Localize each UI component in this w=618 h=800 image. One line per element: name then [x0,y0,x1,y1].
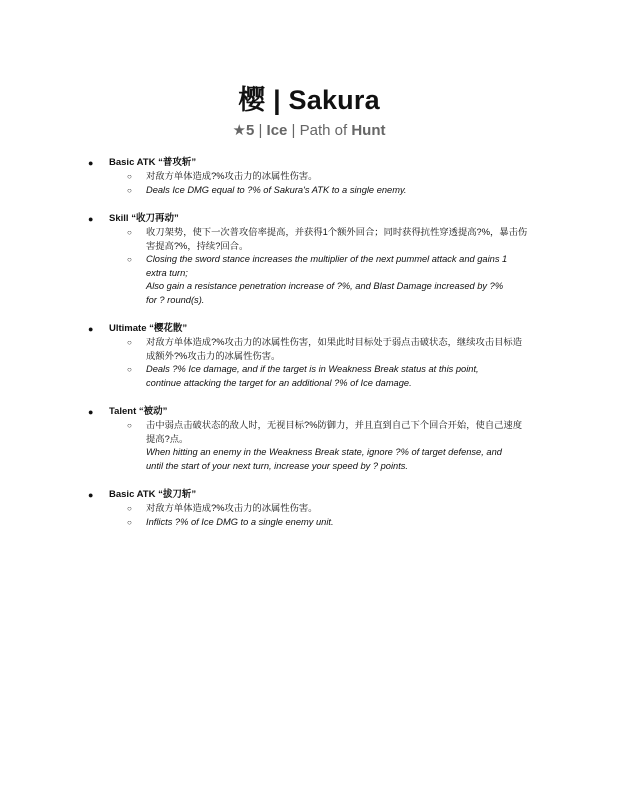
description-line: for ? round(s). [146,294,205,305]
description-line: 害提高?%，持续?回合。 [146,240,249,251]
bullet-circle: ○ [127,421,132,430]
bullet-dot: ● [88,490,94,500]
bullet-circle: ○ [127,365,132,374]
rarity-stars: ★5 [232,122,255,139]
subtitle-separator: | [287,122,300,139]
ability-type: Skill [109,213,129,224]
description-line: Inflicts ?% of Ice DMG to a single enemy unit. [146,516,334,527]
description-chinese [0,419,618,446]
description-line: extra turn; [146,267,188,278]
description-english [0,516,618,530]
path-prefix: Path of [299,122,352,139]
description-line: continue attacking the target for an additional ?% of Ice damage. [146,377,412,388]
bullet-dot: ● [88,214,94,224]
ability-heading [0,322,618,336]
ability-heading [0,156,618,170]
description-line: until the start of your next turn, increase your speed by ? points. [146,460,409,471]
page-title: 樱 | Sakura [238,85,380,115]
bullet-dot: ● [88,324,94,334]
ability-heading [0,212,618,226]
path-name: Hunt [351,122,386,139]
ability-type: Talent [109,406,137,417]
bullet-dot: ● [88,158,94,168]
description-line: 击中弱点击破状态的敌人时，无视目标?%防御力，并且直到自己下个回合开始，使自己速度 [146,420,523,430]
description-line: Deals Ice DMG equal to ?% of Sakura's ATK to a single enemy. [146,184,407,195]
description-line: 对敌方单体造成?%攻击力的冰属性伤害。 [146,171,318,181]
ability-section [0,405,618,473]
ability-name: “收刀再动” [131,213,179,224]
bullet-circle: ○ [127,185,132,195]
subtitle-separator: | [254,122,267,139]
description-chinese [0,336,618,363]
ability-description-list [0,170,618,197]
description-chinese [0,502,618,516]
element-label: Ice [266,122,288,139]
ability-description-list [0,336,618,390]
description-line: Deals ?% Ice damage, and if the target is in Weakness Break status at this point, [146,364,479,374]
ability-section [0,212,618,307]
description-line: 对敌方单体造成?%攻击力的冰属性伤害。 [146,503,318,513]
ability-section [0,488,618,529]
bullet-circle: ○ [127,338,132,347]
bullet-circle: ○ [127,255,132,264]
description-chinese [0,170,618,184]
description-line: Also gain a resistance penetration increase of ?%, and Blast Damage increased by ?% [146,281,504,291]
bullet-circle: ○ [127,228,132,237]
ability-heading [0,405,618,419]
ability-type: Basic ATK [109,157,156,168]
bullet-circle: ○ [127,517,132,527]
description-line: 对敌方单体造成?%攻击力的冰属性伤害，如果此时目标处于弱点击破状态，继续攻击目标造 [146,337,523,347]
description-english [0,184,618,198]
ability-section [0,156,618,197]
ability-list [0,156,618,544]
description-line: When hitting an enemy in the Weakness Break state, ignore ?% of target defense, and [146,447,502,457]
ability-name: “普攻斩” [158,157,197,168]
ability-name: “樱花散” [149,323,188,334]
ability-type: Ultimate [109,323,147,334]
description-english [0,363,618,390]
bullet-circle: ○ [127,172,132,181]
description-chinese [0,226,618,253]
ability-type: Basic ATK [109,489,156,500]
bullet-circle: ○ [127,504,132,513]
description-english [0,446,618,473]
description-line: 提高?点。 [146,433,189,444]
bullet-dot: ● [88,407,94,417]
ability-section [0,322,618,390]
description-english [0,253,618,307]
ability-heading [0,488,618,502]
description-line: Closing the sword stance increases the multiplier of the next pummel attack and gains 1 [146,254,508,264]
ability-name: “拔刀斩” [158,489,197,500]
ability-description-list [0,502,618,529]
description-line: 成额外?%攻击力的冰属性伤害。 [146,350,281,361]
page-subtitle [0,121,618,141]
ability-description-list [0,419,618,473]
description-line: 收刀架势，使下一次普攻倍率提高，并获得1个额外回合；同时获得抗性穿透提高?%，暴击伤 [146,227,528,237]
ability-name: “被动” [138,406,168,417]
ability-description-list [0,226,618,307]
